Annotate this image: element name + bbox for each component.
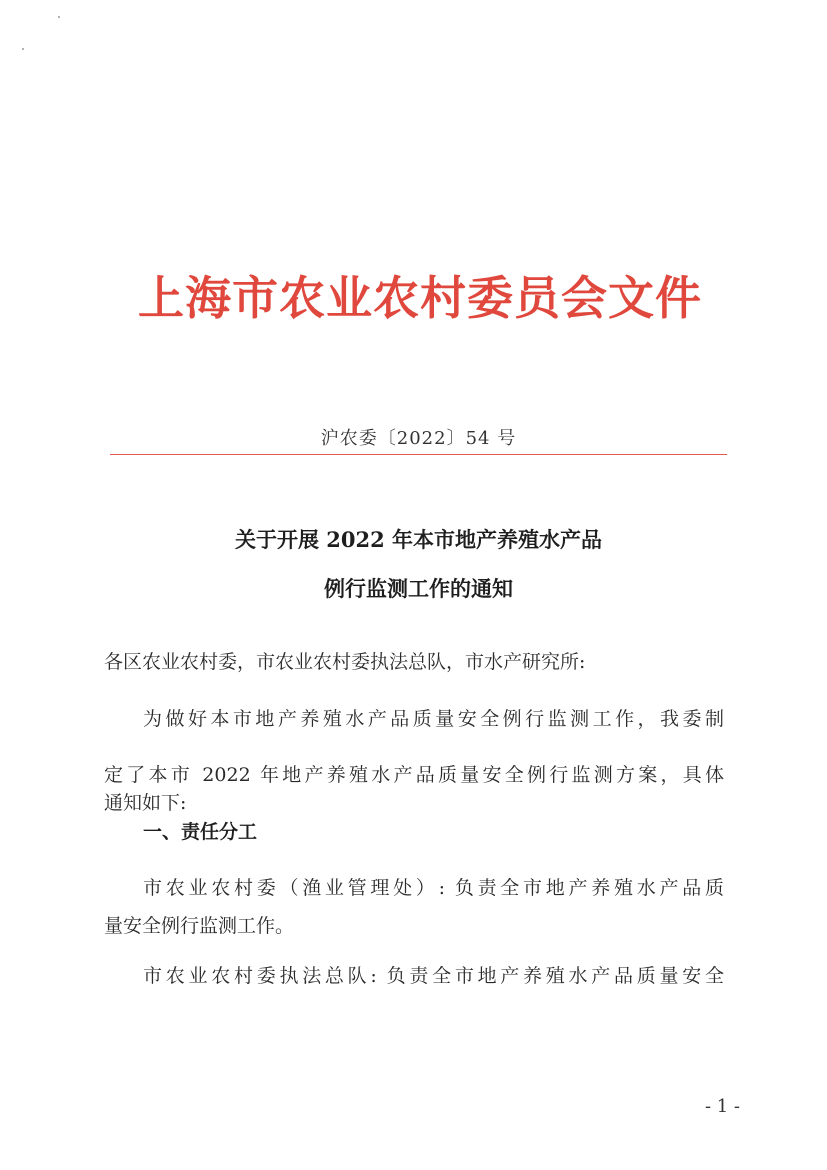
document-number: 沪农委〔2022〕54 号 xyxy=(320,428,517,449)
scan-speck xyxy=(22,48,24,50)
paragraph-2-line-1: 市农业农村委执法总队: 负责全市地产养殖水产品质量安全 xyxy=(143,965,724,987)
paragraph-1-line-2: 量安全例行监测工作。 xyxy=(104,915,295,937)
section-heading-1: 一、责任分工 xyxy=(143,821,258,843)
page-number: - 1 - xyxy=(704,1096,740,1117)
intro-paragraph-line-3: 通知如下: xyxy=(104,792,187,814)
addressees: 各区农业农村委，市农业农村委执法总队，市水产研究所: xyxy=(104,651,586,673)
header-divider xyxy=(110,454,727,455)
document-title-line-2: 例行监测工作的通知 xyxy=(324,576,513,601)
intro-paragraph-line-2: 定了本市 2022 年地产养殖水产品质量安全例行监测方案，具体 xyxy=(104,764,724,786)
paragraph-1-line-1: 市农业农村委（渔业管理处）: 负责全市地产养殖水产品质 xyxy=(143,877,724,899)
intro-paragraph-line-1: 为做好本市地产养殖水产品质量安全例行监测工作，我委制 xyxy=(143,708,724,730)
document-title-line-1: 关于开展 2022 年本市地产养殖水产品 xyxy=(234,527,603,552)
scan-speck xyxy=(58,16,60,18)
issuer-header: 上海市农业农村委员会文件 xyxy=(138,271,702,325)
